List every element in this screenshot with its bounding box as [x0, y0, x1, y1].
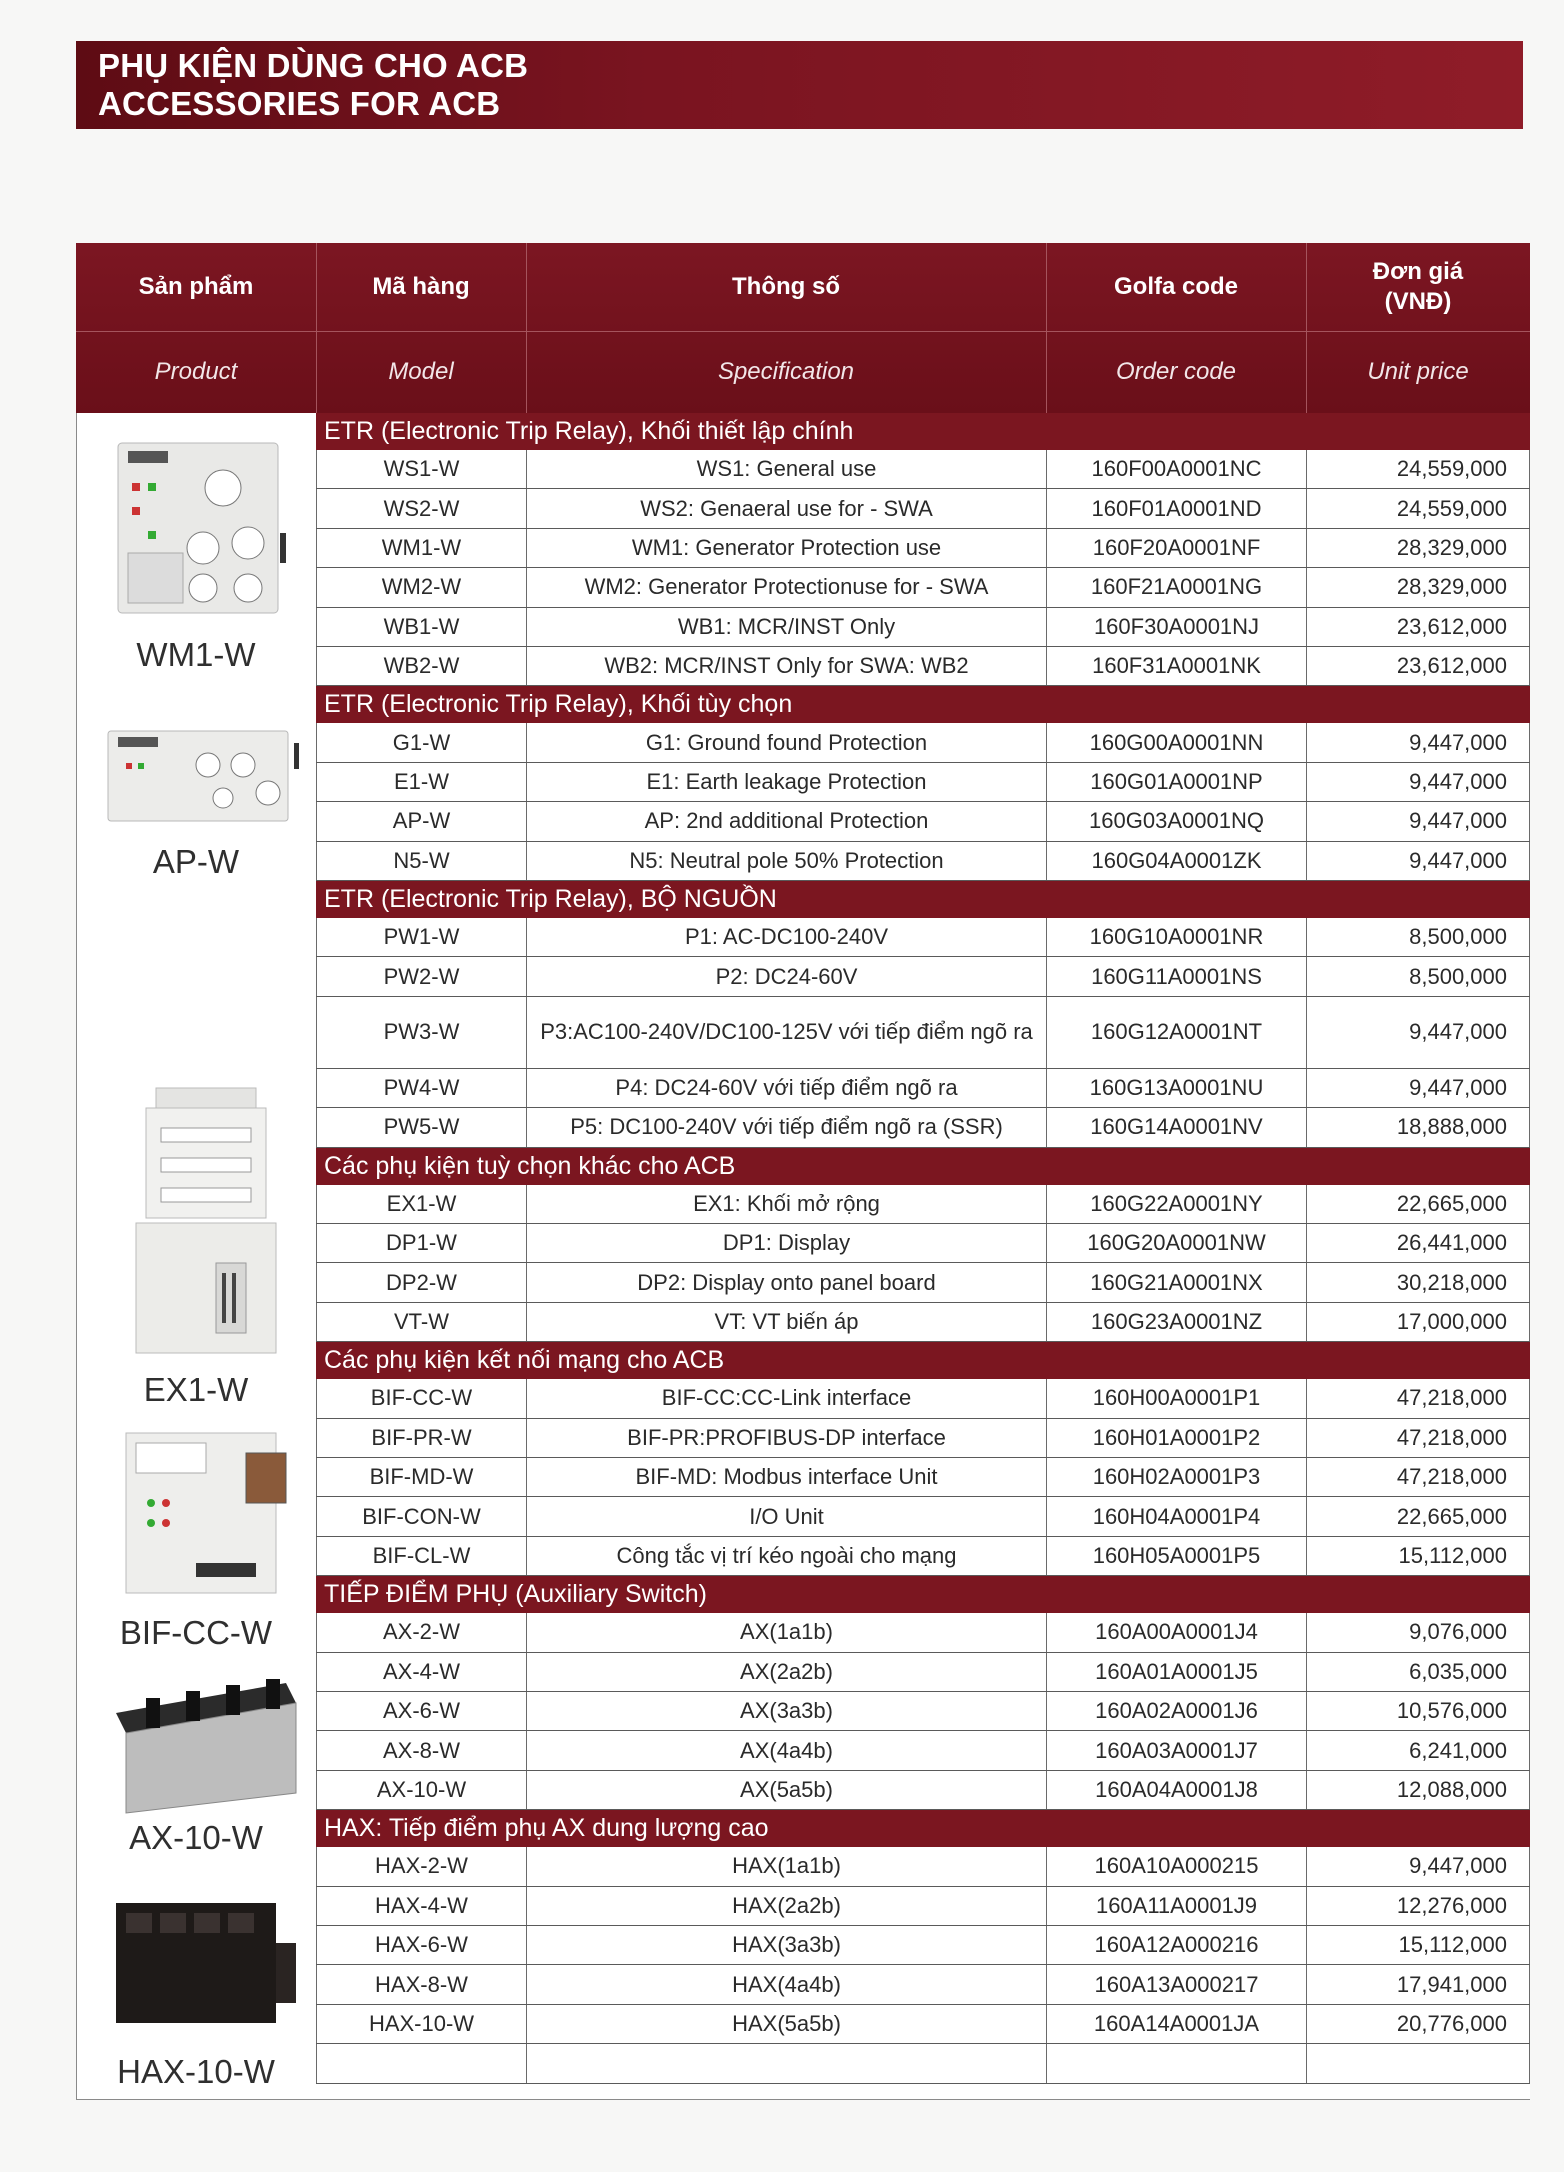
- table-row: [316, 1771, 1530, 1810]
- model-cell: WS2-W: [316, 489, 526, 527]
- unit-price-cell: 6,035,000: [1306, 1653, 1530, 1691]
- model-cell: PW1-W: [316, 918, 526, 956]
- model-cell: BIF-MD-W: [316, 1458, 526, 1496]
- ap-relay-icon: [98, 723, 308, 833]
- header-product-vi: Sản phẩm: [138, 273, 254, 300]
- order-code-cell: 160H01A0001P2: [1046, 1419, 1306, 1457]
- table-row: [316, 1379, 1530, 1418]
- model-cell: HAX-4-W: [316, 1887, 526, 1925]
- model-cell: VT-W: [316, 1303, 526, 1341]
- header-model-en: Model: [388, 358, 454, 385]
- order-code-cell: 160A01A0001J5: [1046, 1653, 1306, 1691]
- product-label-hax-10: HAX-10-W: [117, 2053, 275, 2090]
- unit-price-cell: 26,441,000: [1306, 1224, 1530, 1262]
- spec-cell: P1: AC-DC100-240V: [526, 918, 1046, 956]
- spec-cell: HAX(2a2b): [526, 1887, 1046, 1925]
- order-code-cell: 160G12A0001NT: [1046, 997, 1306, 1068]
- spec-cell: P4: DC24-60V với tiếp điểm ngõ ra: [526, 1069, 1046, 1107]
- model-cell: PW3-W: [316, 997, 526, 1068]
- model-cell: WB1-W: [316, 608, 526, 646]
- unit-price-cell: 6,241,000: [1306, 1731, 1530, 1769]
- table-row: [316, 450, 1530, 489]
- model-cell: DP2-W: [316, 1263, 526, 1301]
- table-row: [316, 1069, 1530, 1108]
- order-code-cell: 160G21A0001NX: [1046, 1263, 1306, 1301]
- table-row: [316, 1497, 1530, 1536]
- spec-cell: I/O Unit: [526, 1497, 1046, 1535]
- model-cell: PW2-W: [316, 957, 526, 995]
- model-cell: HAX-8-W: [316, 1965, 526, 2003]
- order-code-cell: 160A11A0001J9: [1046, 1887, 1306, 1925]
- unit-price-cell: 47,218,000: [1306, 1379, 1530, 1417]
- section-header: HAX: Tiếp điểm phụ AX dung lượng cao: [316, 1810, 1530, 1847]
- unit-price-cell: 47,218,000: [1306, 1419, 1530, 1457]
- unit-price-cell: 23,612,000: [1306, 647, 1530, 685]
- model-cell: AX-10-W: [316, 1771, 526, 1809]
- table-row: [316, 1653, 1530, 1692]
- unit-price-cell: [1306, 2044, 1530, 2082]
- table-row: [316, 1185, 1530, 1224]
- unit-price-cell: 28,329,000: [1306, 529, 1530, 567]
- model-cell: HAX-6-W: [316, 1926, 526, 1964]
- spec-cell: [526, 2044, 1046, 2082]
- spec-cell: E1: Earth leakage Protection: [526, 763, 1046, 801]
- order-code-cell: 160F00A0001NC: [1046, 450, 1306, 488]
- table-header: [76, 243, 1530, 413]
- table-row: [316, 1224, 1530, 1263]
- order-code-cell: 160A04A0001J8: [1046, 1771, 1306, 1809]
- model-cell: WM1-W: [316, 529, 526, 567]
- spec-cell: HAX(1a1b): [526, 1847, 1046, 1885]
- bif-cc-module-icon: [106, 1423, 296, 1603]
- product-label-wm1: WM1-W: [136, 636, 256, 673]
- spec-cell: DP2: Display onto panel board: [526, 1263, 1046, 1301]
- table-row: [316, 1303, 1530, 1342]
- order-code-cell: 160H02A0001P3: [1046, 1458, 1306, 1496]
- order-code-cell: [1046, 2044, 1306, 2082]
- unit-price-cell: 9,076,000: [1306, 1613, 1530, 1651]
- unit-price-cell: 9,447,000: [1306, 763, 1530, 801]
- model-cell: BIF-CL-W: [316, 1537, 526, 1575]
- section-header: TIẾP ĐIỂM PHỤ (Auxiliary Switch): [316, 1576, 1530, 1613]
- unit-price-cell: 15,112,000: [1306, 1926, 1530, 1964]
- table-row: [316, 1965, 1530, 2004]
- order-code-cell: 160A02A0001J6: [1046, 1692, 1306, 1730]
- unit-price-cell: 17,941,000: [1306, 1965, 1530, 2003]
- model-cell: HAX-2-W: [316, 1847, 526, 1885]
- header-code-en: Order code: [1115, 358, 1237, 385]
- order-code-cell: 160A03A0001J7: [1046, 1731, 1306, 1769]
- unit-price-cell: 17,000,000: [1306, 1303, 1530, 1341]
- section-header: ETR (Electronic Trip Relay), Khối thiết lập chính: [316, 413, 1530, 450]
- unit-price-cell: 20,776,000: [1306, 2005, 1530, 2043]
- spec-cell: WB2: MCR/INST Only for SWA: WB2: [526, 647, 1046, 685]
- table-row: [316, 723, 1530, 762]
- table-row: [316, 2005, 1530, 2044]
- unit-price-cell: 24,559,000: [1306, 450, 1530, 488]
- table-row: [316, 2044, 1530, 2083]
- order-code-cell: 160F30A0001NJ: [1046, 608, 1306, 646]
- spec-cell: AX(4a4b): [526, 1731, 1046, 1769]
- order-code-cell: 160G01A0001NP: [1046, 763, 1306, 801]
- spec-cell: HAX(3a3b): [526, 1926, 1046, 1964]
- header-product-en: Product: [154, 358, 238, 385]
- table-row: [316, 1613, 1530, 1652]
- spec-cell: AX(3a3b): [526, 1692, 1046, 1730]
- section-header: Các phụ kiện tuỳ chọn khác cho ACB: [316, 1148, 1530, 1185]
- unit-price-cell: 8,500,000: [1306, 957, 1530, 995]
- table-row: [316, 1692, 1530, 1731]
- spec-cell: WM2: Generator Protectionuse for - SWA: [526, 568, 1046, 606]
- table-row: [316, 608, 1530, 647]
- model-cell: HAX-10-W: [316, 2005, 526, 2043]
- unit-price-cell: 9,447,000: [1306, 997, 1530, 1068]
- table-row: [316, 568, 1530, 607]
- header-spec-en: Specification: [717, 358, 855, 385]
- spec-cell: WM1: Generator Protection use: [526, 529, 1046, 567]
- order-code-cell: 160F21A0001NG: [1046, 568, 1306, 606]
- spec-cell: HAX(5a5b): [526, 2005, 1046, 2043]
- model-cell: AX-2-W: [316, 1613, 526, 1651]
- order-code-cell: 160G14A0001NV: [1046, 1108, 1306, 1146]
- model-cell: PW5-W: [316, 1108, 526, 1146]
- product-label-ap: AP-W: [152, 843, 240, 880]
- header-code-vi: Golfa code: [1113, 273, 1239, 300]
- unit-price-cell: 47,218,000: [1306, 1458, 1530, 1496]
- unit-price-cell: 22,665,000: [1306, 1497, 1530, 1535]
- order-code-cell: 160G03A0001NQ: [1046, 802, 1306, 840]
- table-row: [316, 997, 1530, 1069]
- order-code-cell: 160G04A0001ZK: [1046, 842, 1306, 880]
- section-header: Các phụ kiện kết nối mạng cho ACB: [316, 1342, 1530, 1379]
- header-model-vi: Mã hàng: [372, 273, 470, 300]
- spec-cell: EX1: Khối mở rộng: [526, 1185, 1046, 1223]
- order-code-cell: 160H05A0001P5: [1046, 1537, 1306, 1575]
- order-code-cell: 160F31A0001NK: [1046, 647, 1306, 685]
- spec-cell: N5: Neutral pole 50% Protection: [526, 842, 1046, 880]
- order-code-cell: 160G00A0001NN: [1046, 723, 1306, 761]
- model-cell: [316, 2044, 526, 2082]
- model-cell: WS1-W: [316, 450, 526, 488]
- page-title-vi: PHỤ KIỆN DÙNG CHO ACB: [98, 47, 529, 84]
- order-code-cell: 160G22A0001NY: [1046, 1185, 1306, 1223]
- model-cell: AX-8-W: [316, 1731, 526, 1769]
- order-code-cell: 160G13A0001NU: [1046, 1069, 1306, 1107]
- spec-cell: WB1: MCR/INST Only: [526, 608, 1046, 646]
- spec-cell: P2: DC24-60V: [526, 957, 1046, 995]
- unit-price-cell: 30,218,000: [1306, 1263, 1530, 1301]
- spec-cell: BIF-MD: Modbus interface Unit: [526, 1458, 1046, 1496]
- order-code-cell: 160G10A0001NR: [1046, 918, 1306, 956]
- table-row: [316, 489, 1530, 528]
- table-row: [316, 1419, 1530, 1458]
- table-row: [316, 1537, 1530, 1576]
- model-cell: AP-W: [316, 802, 526, 840]
- order-code-cell: 160A14A0001JA: [1046, 2005, 1306, 2043]
- spec-cell: G1: Ground found Protection: [526, 723, 1046, 761]
- unit-price-cell: 12,276,000: [1306, 1887, 1530, 1925]
- unit-price-cell: 23,612,000: [1306, 608, 1530, 646]
- wm1-relay-icon: [98, 433, 298, 623]
- spec-cell: P3:AC100-240V/DC100-125V với tiếp điểm ngõ ra: [526, 997, 1046, 1068]
- table-row: [316, 529, 1530, 568]
- order-code-cell: 160A13A000217: [1046, 1965, 1306, 2003]
- table-row: [316, 763, 1530, 802]
- ex1-module-icon: [116, 1083, 296, 1363]
- product-label-ex1: EX1-W: [143, 1371, 249, 1408]
- table-row: [316, 1458, 1530, 1497]
- model-cell: WB2-W: [316, 647, 526, 685]
- unit-price-cell: 9,447,000: [1306, 1847, 1530, 1885]
- table-row: [316, 647, 1530, 686]
- order-code-cell: 160A00A0001J4: [1046, 1613, 1306, 1651]
- model-cell: DP1-W: [316, 1224, 526, 1262]
- order-code-cell: 160F20A0001NF: [1046, 529, 1306, 567]
- table-row: [316, 842, 1530, 881]
- model-cell: EX1-W: [316, 1185, 526, 1223]
- spec-cell: DP1: Display: [526, 1224, 1046, 1262]
- model-cell: BIF-PR-W: [316, 1419, 526, 1457]
- price-table: [76, 243, 1530, 2100]
- table-row: [316, 1731, 1530, 1770]
- unit-price-cell: 28,329,000: [1306, 568, 1530, 606]
- page-title-banner: [76, 41, 1523, 129]
- order-code-cell: 160F01A0001ND: [1046, 489, 1306, 527]
- unit-price-cell: 9,447,000: [1306, 1069, 1530, 1107]
- order-code-cell: 160H04A0001P4: [1046, 1497, 1306, 1535]
- model-cell: G1-W: [316, 723, 526, 761]
- spec-cell: WS1: General use: [526, 450, 1046, 488]
- order-code-cell: 160G11A0001NS: [1046, 957, 1306, 995]
- model-cell: PW4-W: [316, 1069, 526, 1107]
- section-header: ETR (Electronic Trip Relay), BỘ NGUỒN: [316, 881, 1530, 918]
- table-row: [316, 1263, 1530, 1302]
- order-code-cell: 160H00A0001P1: [1046, 1379, 1306, 1417]
- header-price-en: Unit price: [1367, 358, 1469, 385]
- ax-switch-icon: [106, 1663, 306, 1823]
- spec-cell: BIF-PR:PROFIBUS-DP interface: [526, 1419, 1046, 1457]
- spec-cell: AX(2a2b): [526, 1653, 1046, 1691]
- spec-cell: AX(1a1b): [526, 1613, 1046, 1651]
- spec-cell: WS2: Genaeral use for - SWA: [526, 489, 1046, 527]
- header-spec-vi: Thông số: [732, 273, 840, 300]
- model-cell: N5-W: [316, 842, 526, 880]
- model-cell: BIF-CON-W: [316, 1497, 526, 1535]
- order-code-cell: 160A10A000215: [1046, 1847, 1306, 1885]
- header-price-vi: Đơn giá (VNĐ): [1372, 258, 1464, 315]
- spec-cell: P5: DC100-240V với tiếp điểm ngõ ra (SSR): [526, 1108, 1046, 1146]
- page-title-en: ACCESSORIES FOR ACB: [98, 85, 501, 122]
- unit-price-cell: 8,500,000: [1306, 918, 1530, 956]
- spec-cell: HAX(4a4b): [526, 1965, 1046, 2003]
- spec-cell: AX(5a5b): [526, 1771, 1046, 1809]
- unit-price-cell: 15,112,000: [1306, 1537, 1530, 1575]
- unit-price-cell: 18,888,000: [1306, 1108, 1530, 1146]
- unit-price-cell: 22,665,000: [1306, 1185, 1530, 1223]
- table-row: [316, 1926, 1530, 1965]
- spec-cell: BIF-CC:CC-Link interface: [526, 1379, 1046, 1417]
- model-cell: WM2-W: [316, 568, 526, 606]
- unit-price-cell: 9,447,000: [1306, 802, 1530, 840]
- unit-price-cell: 24,559,000: [1306, 489, 1530, 527]
- table-row: [316, 1847, 1530, 1886]
- spec-cell: VT: VT biến áp: [526, 1303, 1046, 1341]
- table-row: [316, 1108, 1530, 1147]
- model-cell: E1-W: [316, 763, 526, 801]
- model-cell: AX-4-W: [316, 1653, 526, 1691]
- unit-price-cell: 9,447,000: [1306, 842, 1530, 880]
- unit-price-cell: 12,088,000: [1306, 1771, 1530, 1809]
- unit-price-cell: 10,576,000: [1306, 1692, 1530, 1730]
- product-label-bif-cc: BIF-CC-W: [119, 1614, 273, 1651]
- table-row: [316, 957, 1530, 996]
- order-code-cell: 160G23A0001NZ: [1046, 1303, 1306, 1341]
- product-label-ax-10: AX-10-W: [129, 1819, 263, 1856]
- order-code-cell: 160A12A000216: [1046, 1926, 1306, 1964]
- order-code-cell: 160G20A0001NW: [1046, 1224, 1306, 1262]
- table-row: [316, 1887, 1530, 1926]
- spec-cell: Công tắc vị trí kéo ngoài cho mạng: [526, 1537, 1046, 1575]
- model-cell: AX-6-W: [316, 1692, 526, 1730]
- model-cell: BIF-CC-W: [316, 1379, 526, 1417]
- unit-price-cell: 9,447,000: [1306, 723, 1530, 761]
- table-row: [316, 802, 1530, 841]
- spec-cell: AP: 2nd additional Protection: [526, 802, 1046, 840]
- hax-switch-icon: [96, 1883, 306, 2033]
- section-header: ETR (Electronic Trip Relay), Khối tùy chọn: [316, 686, 1530, 723]
- table-row: [316, 918, 1530, 957]
